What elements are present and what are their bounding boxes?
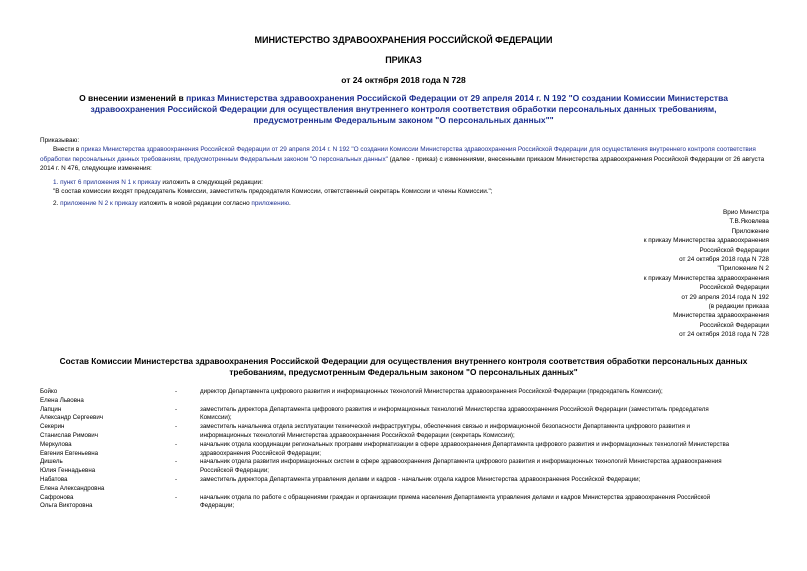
signature-line: от 24 октября 2018 года N 728 (679, 256, 769, 264)
member-surname: Меркулова (40, 440, 72, 448)
member-surname: Секерин (40, 423, 65, 431)
member-dash: - (175, 475, 178, 483)
member-position (200, 441, 770, 459)
signature-line: от 24 октября 2018 года N 728 (679, 331, 769, 339)
signature-line: Министерства здравоохранения (673, 312, 769, 320)
member-surname: Набатова (40, 475, 68, 483)
member-surname: Лапцин (40, 405, 62, 413)
item1-text: изложить в следующей редакции: (160, 179, 263, 186)
document-title (60, 93, 747, 126)
signature-line: к приказу Министерства здравоохранения (643, 237, 769, 245)
item2-number: 2. (53, 200, 61, 207)
member-row (40, 423, 770, 441)
signature-line: Российской Федерации (699, 246, 769, 254)
member-position-line: заместитель директора Департамента цифрового развития и информационных технологий Министерства здравоохранения Российской Федерации (заместитель председателя (200, 405, 709, 413)
composition-title: Состав Комиссии Министерства здравоохранения Российской Федерации для осуществления внутреннего контроля соответствия обработки персональных данных требованиям, предусмотренным Федеральным законом "О персональных данных" (59, 356, 748, 377)
signature-line: Российской Федерации (699, 321, 769, 329)
orders-label: Приказываю: (40, 137, 80, 144)
member-position-line: директор Департамента цифрового развития и информационных технологий Министерства здравоохранения Российской Федерации (председатель Комиссии); (200, 388, 663, 395)
member-surname: Дишель (40, 458, 63, 466)
member-name (40, 476, 175, 494)
member-given: Евгения Евгеньевна (40, 449, 99, 457)
quote-text: "В состав комиссии входят председатель Комиссии, заместитель председателя Комиссии, ответственный секретарь Комиссии и члены Комиссии."; (53, 188, 493, 195)
member-dash: - (175, 458, 178, 466)
member-surname: Сафронова (40, 493, 74, 501)
signature-block (569, 208, 769, 340)
signature-line: Т.В.Яковлева (729, 218, 769, 226)
item2-link2[interactable]: приложению (251, 200, 289, 207)
member-row (40, 406, 770, 424)
member-position-line: Российской Федерации; (200, 467, 270, 475)
member-name (40, 423, 175, 441)
member-row (40, 441, 770, 459)
member-given: Юлия Геннадьевна (40, 467, 96, 475)
item2-text: изложить в новой редакции согласно (137, 200, 252, 207)
ministry-heading: МИНИСТЕРСТВО ЗДРАВООХРАНЕНИЯ РОССИЙСКОЙ ФЕДЕРАЦИИ (254, 35, 553, 45)
member-row (40, 494, 770, 512)
list-item-2 (53, 199, 291, 209)
member-position (200, 423, 770, 441)
member-dash: - (175, 405, 178, 413)
member-row (40, 458, 770, 476)
member-dash: - (175, 423, 178, 431)
member-given: Елена Александровна (40, 484, 105, 492)
item1-link[interactable]: 1. пункт 6 приложения N 1 к приказу (53, 179, 161, 186)
member-given: Ольга Викторовна (40, 502, 93, 510)
signature-line: Приложение (731, 227, 769, 235)
member-given: Елена Львовна (40, 396, 84, 404)
member-dash: - (175, 440, 178, 448)
member-name (40, 406, 175, 424)
member-row (40, 388, 770, 406)
member-name (40, 441, 175, 459)
member-dash: - (175, 388, 178, 395)
member-position-line: начальник отдела координации региональных программ информатизации в сфере здравоохранения Департамента цифрового развития и информационных технологий Министерства (200, 440, 730, 448)
para1-link[interactable]: приказ Министерства здравоохранения Российской Федерации от 29 апреля 2014 г. N 192 "О создании Комиссии Министерства здравоохранения Российской Федерации для осуществления внутреннего контроля соответствия обработки персональных данных требованиям, предусмотренным Федеральным законом "О персональных данных" (40, 146, 756, 163)
member-position-line: начальник отдела по работе с обращениями граждан и организации приема населения Департамента управления делами и кадров Министерства здравоохранения Российской (200, 493, 711, 501)
member-position-line: информационных технологий Министерства здравоохранения Российской Федерации (секретарь Комиссии); (200, 431, 515, 439)
member-position-line: здравоохранения Российской Федерации; (200, 449, 322, 457)
member-dash: - (175, 493, 178, 501)
member-position (200, 406, 770, 424)
member-name (40, 458, 175, 476)
member-position (200, 476, 770, 494)
member-name (40, 388, 175, 406)
signature-line: Российской Федерации (699, 284, 769, 292)
signature-line: от 29 апреля 2014 года N 192 (681, 293, 769, 301)
paragraph-main (40, 145, 770, 174)
member-surname: Бойко (40, 388, 58, 395)
member-position-line: Комиссии); (200, 414, 232, 422)
members-list (40, 388, 770, 511)
member-position-line: заместитель начальника отдела эксплуатации технической инфраструктуры, обеспечения связью и информационной безопасности Департамента цифрового развития и (200, 423, 690, 431)
member-row (40, 476, 770, 494)
member-given: Станислав Римович (40, 431, 98, 439)
member-position (200, 494, 770, 512)
order-date: от 24 октября 2018 года N 728 (341, 75, 466, 85)
para1-suffix: (далее - приказ) с изменениями, внесенными приказом Министерства здравоохранения Российской Федерации от 26 августа 2014 г. N 476, следующие изменения: (40, 155, 765, 172)
member-position (200, 458, 770, 476)
para1-prefix: Внести в (53, 146, 81, 153)
member-position-line: Федерации; (200, 502, 235, 510)
member-position (200, 388, 770, 406)
signature-line: (в редакции приказа (708, 303, 769, 311)
item2-link[interactable]: приложение N 2 к приказу (60, 200, 138, 207)
member-position-line: начальник отдела развития информационных систем в сфере здравоохранения Департамента цифрового развития и информационных технологий Министерства здравоохранения (200, 458, 722, 466)
member-name (40, 494, 175, 512)
member-given: Александр Сергеевич (40, 414, 103, 422)
signature-line: Врио Министра (723, 209, 769, 216)
signature-line: к приказу Министерства здравоохранения (643, 274, 769, 282)
item2-end: . (289, 200, 291, 207)
member-position-line: заместитель директора Департамента управления делами и кадров - начальник отдела кадров Министерства здравоохранения Российской Федерации; (200, 475, 641, 483)
title-link[interactable]: приказ Министерства здравоохранения Российской Федерации от 29 апреля 2014 г. N 192 "О создании Комиссии Министерства здравоохранения Российской Федерации для осуществления внутреннего контроля соответствия обработки персональных данных требованиям, предусмотренным Федеральным законом "О персональных данных"" (90, 93, 728, 125)
title-prefix: О внесении изменений в (79, 93, 187, 103)
order-heading: ПРИКАЗ (385, 55, 422, 65)
signature-line: "Приложение N 2 (717, 265, 769, 273)
